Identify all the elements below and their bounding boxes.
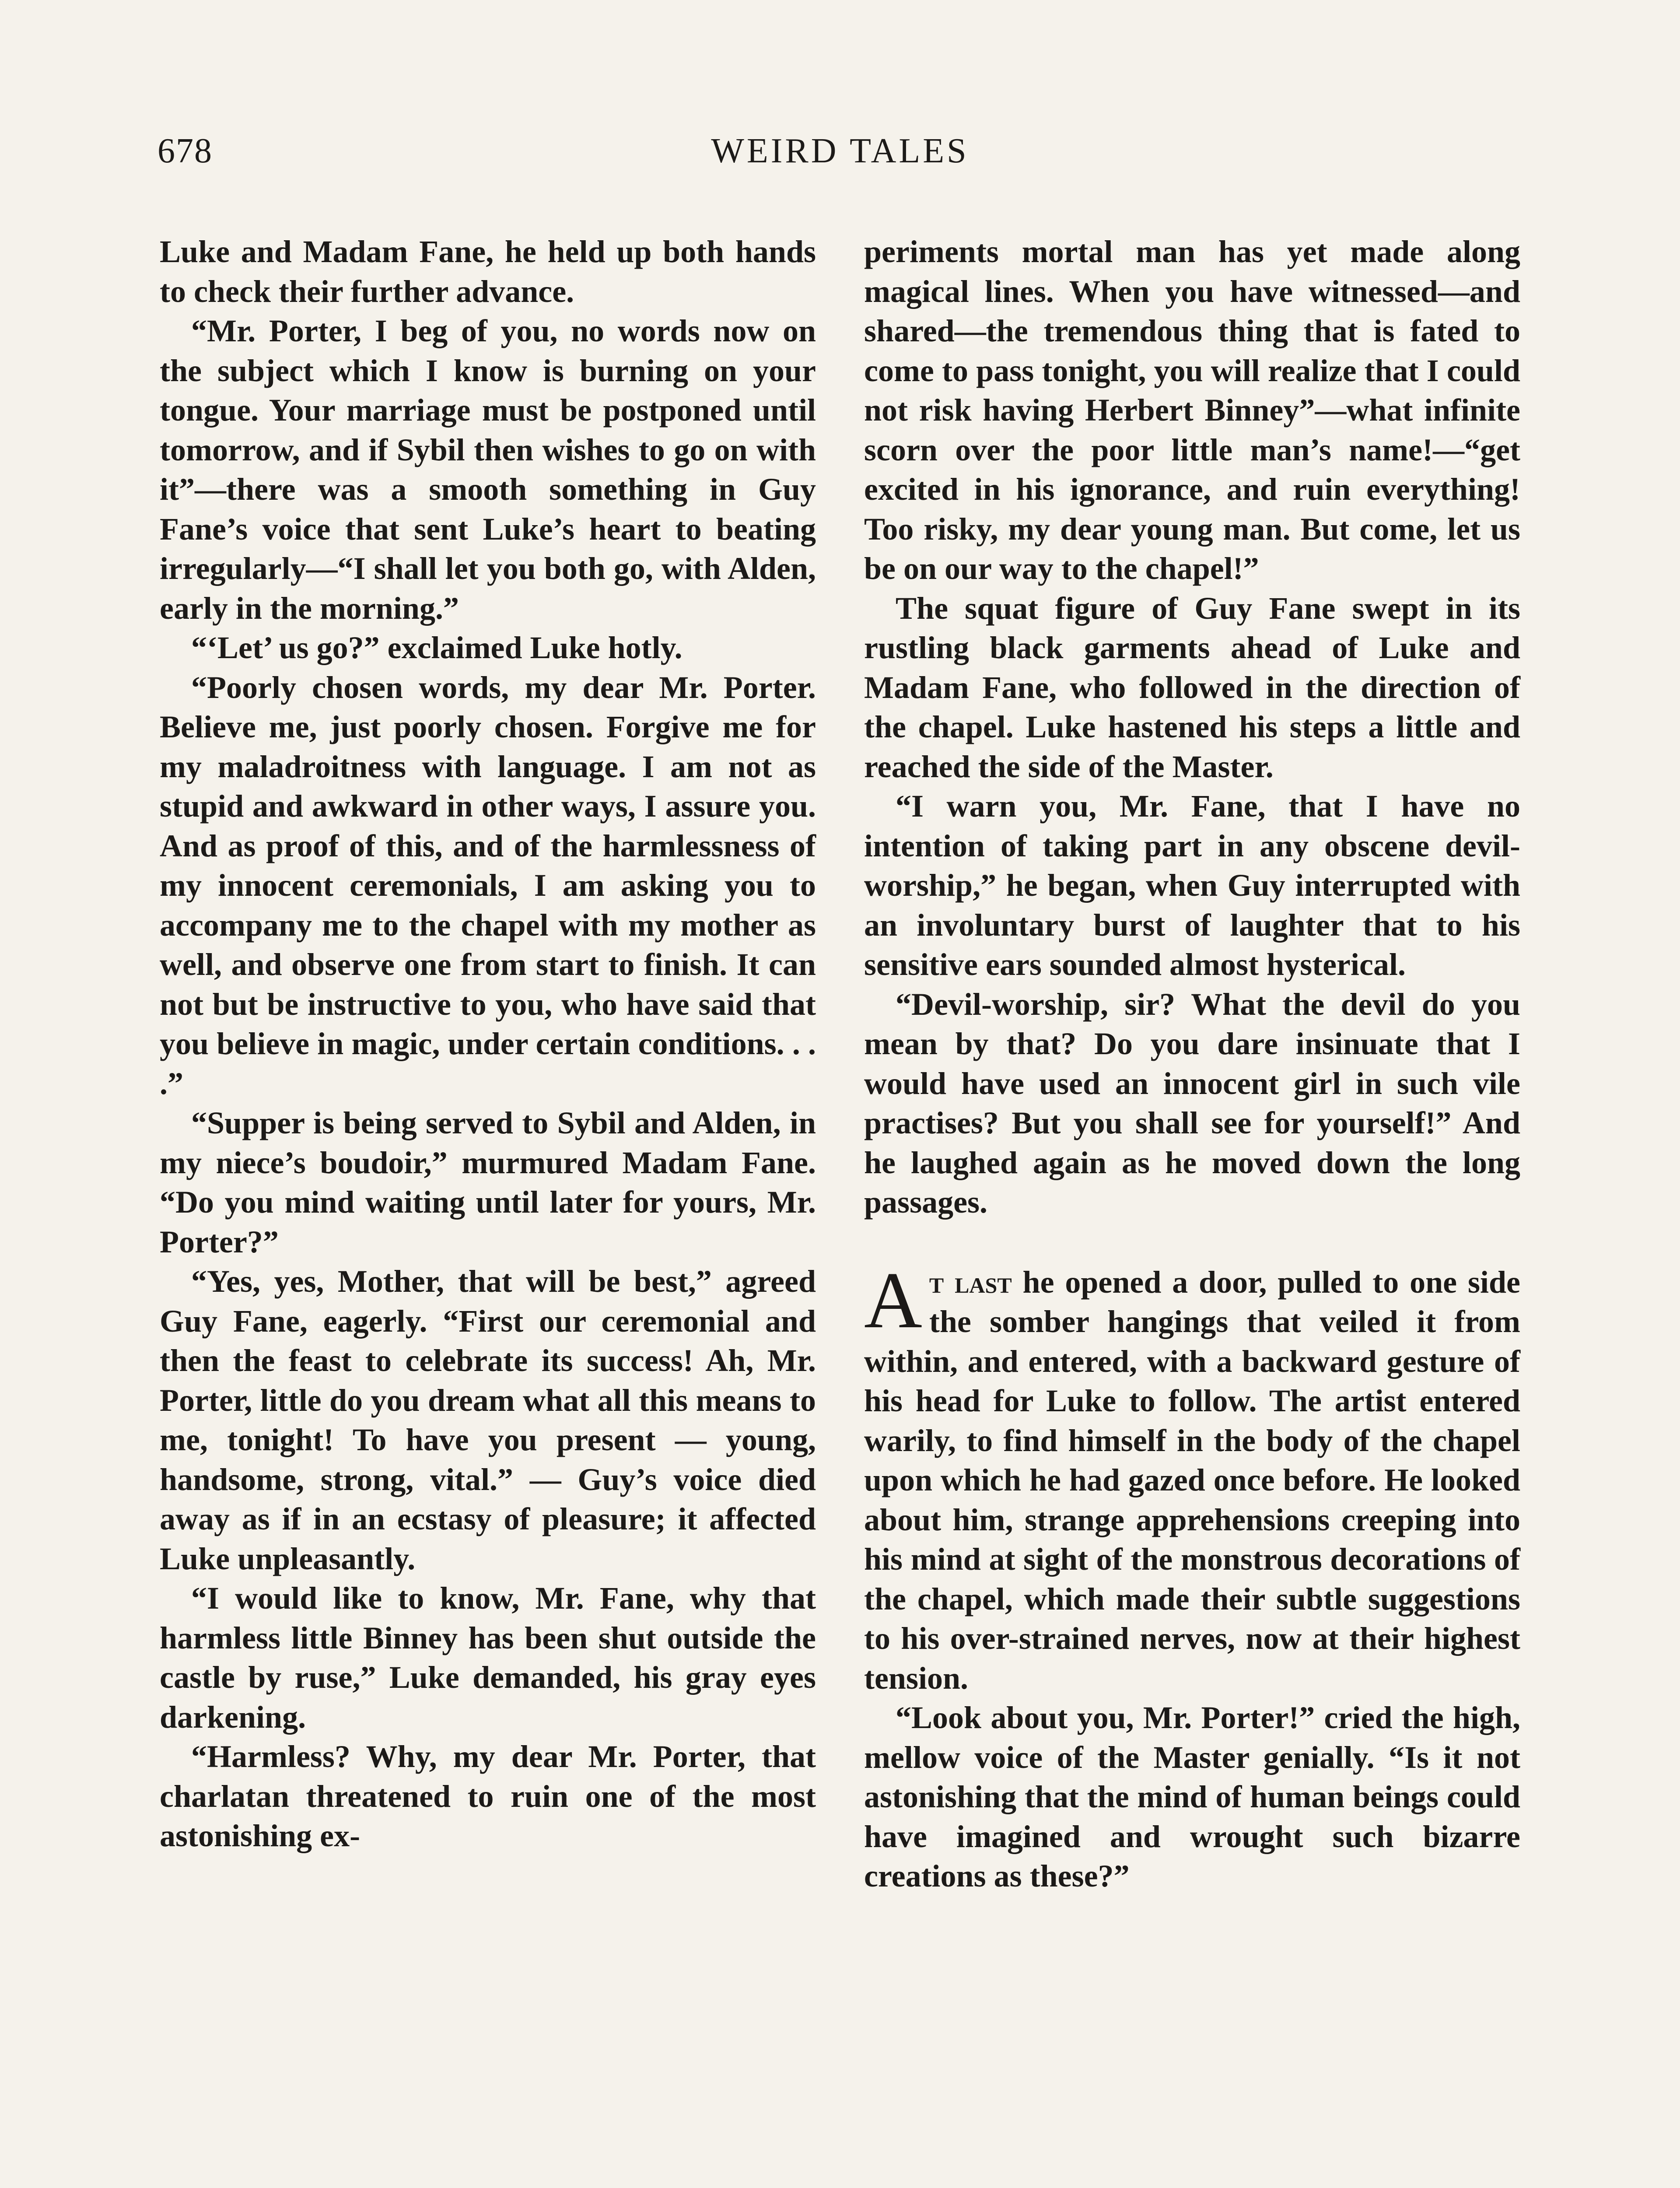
small-caps-lead: t last (929, 1264, 1012, 1300)
paragraph: “I would like to know, Mr. Fane, why that harmless little Binney has been shut outside the castle by ruse,” Luke demanded, his gray eyes darkening. (160, 1581, 816, 1735)
page-number: 678 (158, 132, 213, 170)
section-opening-paragraph (864, 1255, 1520, 1698)
paragraph: “Harmless? Why, my dear Mr. Porter, that charlatan threatened to ruin one of the most astonishing ex- (160, 1739, 816, 1853)
paragraph: “Mr. Porter, I beg of you, no words now on the subject which I know is burning on your tongue. Your marriage must be postponed until tomorrow, and if Sybil then wishes to go on with it”—there was a smooth something in Guy Fane’s voice that sent Luke’s heart to beating irregularly—“I shall let you both go, with Alden, early in the morning.” (160, 313, 816, 626)
drop-cap: A (864, 1255, 922, 1345)
paragraph: “Poorly chosen words, my dear Mr. Porter. Believe me, just poorly chosen. Forgive me for my maladroitness with language. I am not as stupid and awkward in other ways, I assure you. And as proof of this, and of the harmlessness of my innocent ceremonials, I am asking you to accompany me to the chapel with my mother as well, and observe one from start to finish. It can not but be instructive to you, who have said that you believe in magic, under certain conditions. . . .” (160, 670, 816, 1101)
paragraph: “Yes, yes, Mother, that will be best,” agreed Guy Fane, eagerly. “First our ceremonial and then the feast to celebrate its success! Ah, Mr. Porter, little do you dream what all this means to me, tonight! To have you present — young, handsome, strong, vital.” — Guy’s voice died away as if in an ecstasy of pleasure; it affected Luke unpleasantly. (160, 1264, 816, 1576)
paragraph: periments mortal man has yet made along magical lines. When you have witnessed—and shared—the tremendous thing that is fated to come to pass tonight, you will realize that I could not risk having Herbert Binney”—what infinite scorn over the poor little man’s name!—“get excited in his ignorance, and ruin everything! Too risky, my dear young man. But come, let us be on our way to the chapel!” (864, 234, 1520, 586)
paragraph: “Look about you, Mr. Porter!” cried the high, mellow voice of the Master genially. “Is it not astonishing that the mind of human beings could have imagined and wrought such bizarre creations as these?” (864, 1700, 1520, 1893)
left-column (160, 232, 816, 1856)
paragraph: “Supper is being served to Sybil and Alden, in my niece’s boudoir,” murmured Madam Fane. “Do you mind waiting until later for yours, Mr. Porter?” (160, 1105, 816, 1259)
page-header (158, 131, 1522, 179)
paragraph: Luke and Madam Fane, he held up both hands to check their further advance. (160, 234, 816, 309)
paragraph: “Devil-worship, sir? What the devil do you mean by that? Do you dare insinuate that I would have used an innocent girl in such vile practises? But you shall see for yourself!” And he laughed again as he moved down the long passages. (864, 986, 1520, 1220)
paragraph: “I warn you, Mr. Fane, that I have no intention of taking part in any obscene devil-worship,” he began, when Guy interrupted with an involuntary burst of laughter that to his sensitive ears sounded almost hysterical. (864, 789, 1520, 982)
paragraph: “‘Let’ us go?” exclaimed Luke hotly. (191, 630, 682, 665)
paragraph-text: he opened a door, pulled to one side the somber hangings that veiled it from within, and entered, with a backward gesture of his head for Luke to follow. The artist entered warily, to find himself in the body of the chapel upon which he had gazed once before. He looked about him, strange apprehensions creeping into his mind at sight of the monstrous decorations of the chapel, which made their subtle suggestions to his over-strained nerves, now at their highest tension. (864, 1264, 1520, 1696)
running-title: WEIRD TALES (711, 132, 969, 170)
right-column (864, 232, 1520, 1896)
paragraph: The squat figure of Guy Fane swept in its rustling black garments ahead of Luke and Madam Fane, who followed in the direction of the chapel. Luke hastened his steps a little and reached the side of the Master. (864, 590, 1520, 784)
